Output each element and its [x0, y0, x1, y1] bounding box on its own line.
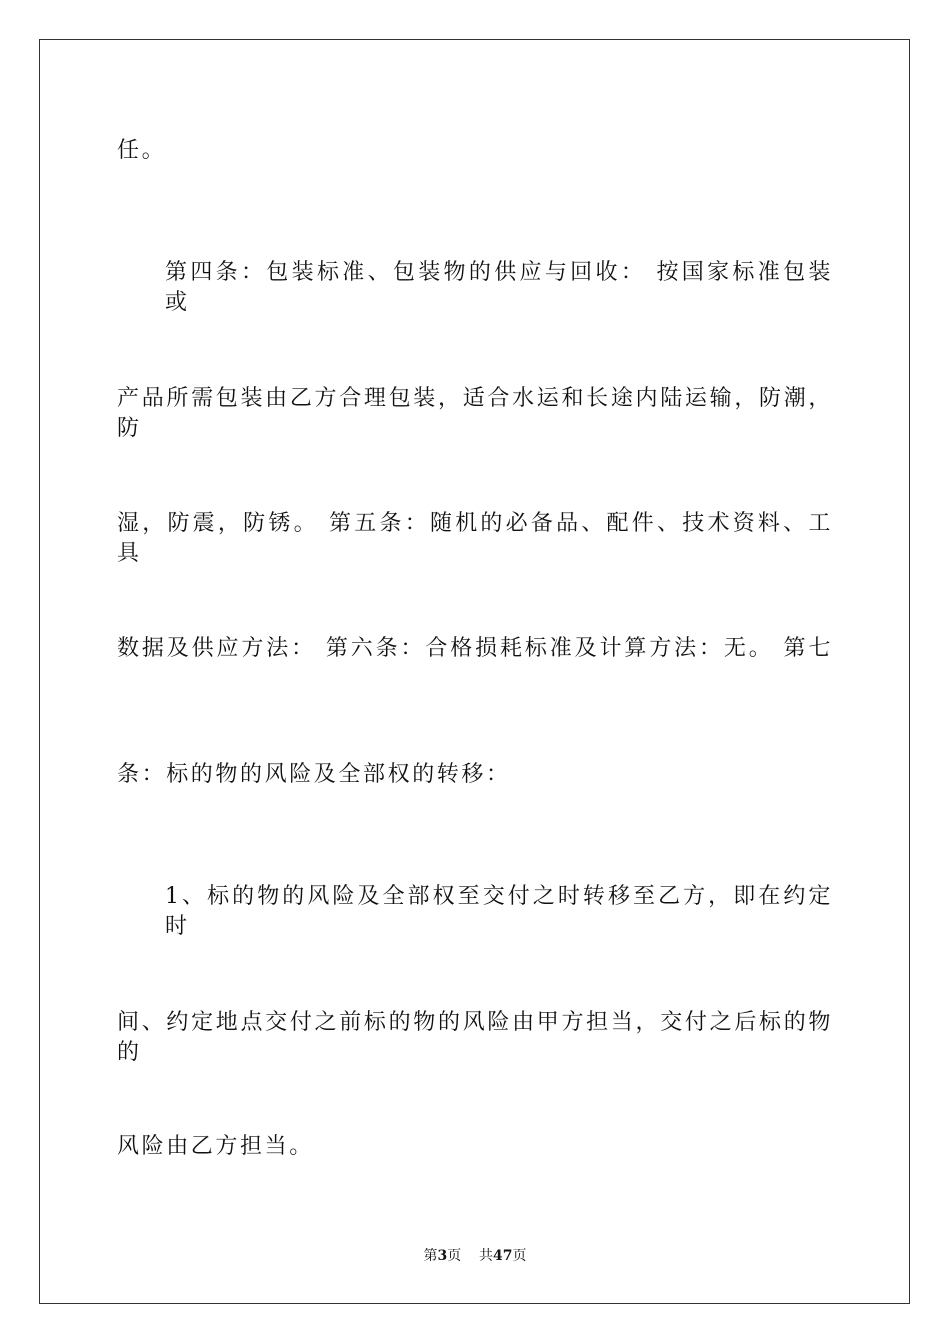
page-footer: [0, 1245, 950, 1265]
text-line-5: 数据及供应方法： 第六条：合格损耗标准及计算方法：无。 第七: [117, 636, 833, 661]
text-line-4: 湿，防震，防锈。 第五条：随机的必备品、配件、技术资料、工具: [117, 511, 833, 566]
total-pages: 47: [493, 1248, 513, 1264]
total-prefix: 共: [479, 1248, 494, 1264]
text-line-6: 条：标的物的风险及全部权的转移：: [117, 762, 511, 787]
text-line-1: 任。: [117, 138, 167, 163]
page-border: [39, 39, 910, 1304]
text-line-2: 第四条：包装标准、包装物的供应与回收： 按国家标准包装或: [165, 260, 833, 315]
page-number: 3: [437, 1248, 448, 1264]
text-line-8: 间、约定地点交付之前标的物的风险由甲方担当，交付之后标的物的: [117, 1010, 833, 1065]
page-prefix: 第: [423, 1248, 438, 1264]
total-suffix: 页: [512, 1248, 527, 1264]
page-suffix: 页: [447, 1248, 462, 1264]
text-line-7: 1、标的物的风险及全部权至交付之时转移至乙方，即在约定时: [165, 884, 833, 939]
text-line-3: 产品所需包装由乙方合理包装，适合水运和长途内陆运输，防潮，防: [117, 386, 833, 441]
text-line-9: 风险由乙方担当。: [117, 1134, 314, 1159]
